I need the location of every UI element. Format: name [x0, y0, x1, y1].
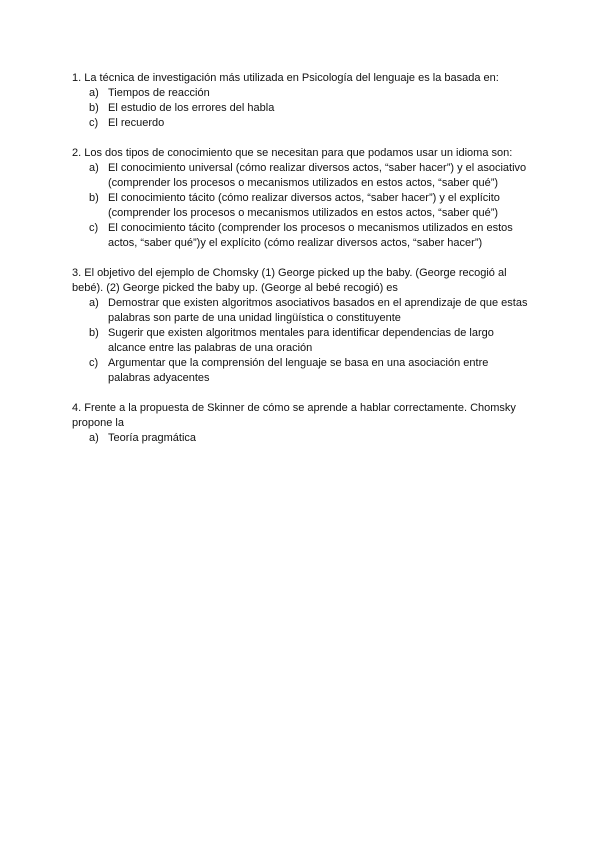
option-label: b): [89, 192, 99, 204]
option-label: b): [89, 102, 99, 114]
question-3: [72, 266, 532, 386]
option-label: c): [89, 117, 99, 129]
question-1: [72, 71, 532, 131]
option-item: [72, 296, 532, 326]
option-item: [72, 221, 532, 251]
option-list: [72, 431, 532, 446]
option-text: Argumentar que la comprensión del lenguaje se basa en una asociación entre palabras adyacentes: [108, 357, 489, 384]
option-item: [72, 101, 532, 116]
option-label: a): [89, 162, 99, 174]
option-item: [72, 191, 532, 221]
option-text: El conocimiento universal (cómo realizar diversos actos, “saber hacer”) y el asociativo (comprender los procesos o mecanismos utilizados en estos actos, “saber qué”): [108, 162, 527, 189]
option-text: El recuerdo: [108, 117, 165, 129]
question-text: 3. El objetivo del ejemplo de Chomsky (1) George picked up the baby. (George recogió al bebé). (2) George picked the baby up. (George al bebé recogió) es: [72, 267, 507, 294]
option-item: [72, 86, 532, 101]
option-text: Teoría pragmática: [108, 432, 197, 444]
question-text: 1. La técnica de investigación más utilizada en Psicología del lenguaje es la basada en:: [72, 72, 499, 84]
option-item: [72, 116, 532, 131]
option-text: El conocimiento tácito (comprender los procesos o mecanismos utilizados en estos actos, “saber qué”)y el explícito (cómo realizar diversos actos, “saber hacer”): [108, 222, 513, 249]
option-list: [72, 161, 532, 251]
option-text: El estudio de los errores del habla: [108, 102, 275, 114]
option-text: El conocimiento tácito (cómo realizar diversos actos, “saber hacer”) y el explícito (comprender los procesos o mecanismos utilizados en estos actos, “saber qué”): [108, 192, 500, 219]
question-text: 4. Frente a la propuesta de Skinner de cómo se aprende a hablar correctamente. Chomsky propone la: [72, 402, 516, 429]
option-label: a): [89, 432, 99, 444]
option-text: Sugerir que existen algoritmos mentales para identificar dependencias de largo alcance entre las palabras de una oración: [108, 327, 494, 354]
option-list: [72, 296, 532, 386]
option-label: b): [89, 327, 99, 339]
option-label: a): [89, 87, 99, 99]
question-2: [72, 146, 532, 251]
option-text: Demostrar que existen algoritmos asociativos basados en el aprendizaje de que estas palabras son parte de una unidad lingüística o constituyente: [108, 297, 528, 324]
option-label: c): [89, 222, 99, 234]
option-item: [72, 356, 532, 386]
option-item: [72, 161, 532, 191]
option-label: a): [89, 297, 99, 309]
option-item: [72, 326, 532, 356]
option-item: [72, 431, 532, 446]
option-list: [72, 86, 532, 131]
question-4: [72, 401, 532, 446]
question-text: 2. Los dos tipos de conocimiento que se necesitan para que podamos usar un idioma son:: [72, 147, 513, 159]
option-label: c): [89, 357, 99, 369]
document-body: [72, 71, 532, 461]
option-text: Tiempos de reacción: [108, 87, 210, 99]
